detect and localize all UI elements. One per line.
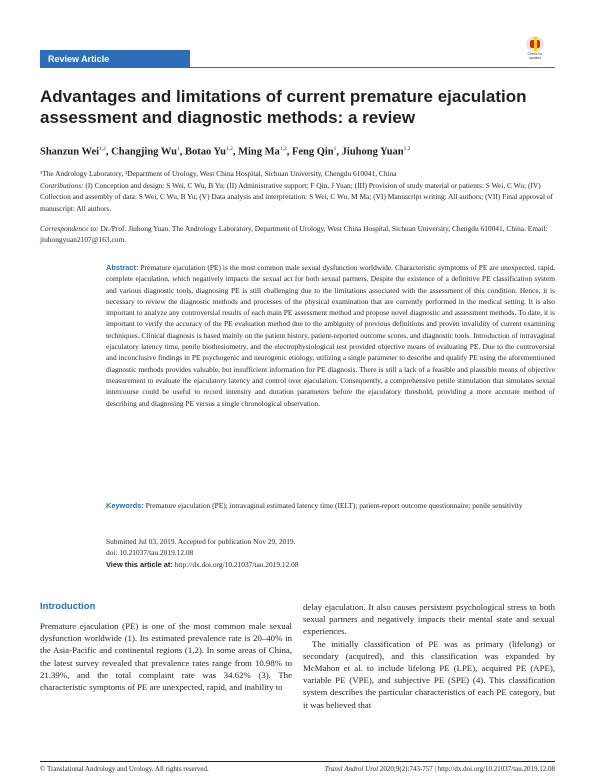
author-list: Shanzun Wei$^{1,2}$, Changjing Wu$^1$, Botao Yu$^{1,2}$, Ming Ma$^{1,2}$, Feng Qin$^1$, Jiuhong Yuan$^{1,2}$ [40,146,411,158]
author-affiliation-mark: 1,2 [99,146,106,152]
contributions [40,180,555,214]
affiliation: ¹The Andrology Laboratory, ²Department of Urology, West China Hospital, Sichuan University, Chengdu 610041, China [40,169,397,178]
correspondence-text: Dr./Prof. Jiuhong Yuan. The Andrology Laboratory, Department of Urology, West China Hospital, Sichuan University, Chengdu 610041, China. Email: jiuhongyuan2107@163.com. [40,224,548,245]
crossmark-caption: Check for updates [527,52,543,60]
intro-left-column [40,620,292,693]
submission-info [106,536,299,570]
view-article-link[interactable]: http://dx.doi.org/10.21037/tau.2019.12.08 [172,559,299,569]
footer-citation [325,765,555,773]
footer-citation-text: 2020;9(2):743-757 | http://dx.doi.org/10.21037/tau.2019.12.08 [378,765,555,773]
author-name: Ming Ma [238,146,280,158]
article-title: Advantages and limitations of current premature ejaculation assessment and diagnostic methods: a review [40,87,527,127]
footer-journal: Transl Androl Urol [324,765,379,773]
view-article-line [106,559,299,570]
article-type-label: Review Article [48,54,110,64]
abstract [106,262,555,409]
author-affiliation-mark: 1,2 [403,146,411,152]
crossmark-badge[interactable] [525,36,545,62]
author-name: Feng Qin [291,146,334,158]
introduction-heading: Introduction [40,601,96,612]
contributions-text: (I) Conception and design: S Wei, C Wu, B Yu; (II) Administrative support: F Qin, J Yuan; (III) Provision of study material or patients: S Wei, C Wu; (IV) Collection and assembly of data: S Wei, C Wu, B Yu; (V) Data analysis and interpretation: S Wei, C Wu, M Ma; (VI) Manuscript writing: All authors; (VII) Final approval of manuscript: All authors. [40,181,554,213]
keywords-text: Premature ejaculation (PE); intravaginal estimated latency time (IELT); patient-report outcome questionnaire; penile sensitivity [143,501,523,510]
author-affiliation-mark: 1 [177,146,180,152]
correspondence [40,223,555,246]
abstract-label: Abstract: [106,263,139,272]
intro-right-column [303,601,555,711]
footer-rule [40,761,555,762]
header-rule [190,67,555,68]
footer-copyright: © Translational Andrology and Urology. All rights reserved. [40,765,209,773]
doi: doi: 10.21037/tau.2019.12.08 [106,548,194,558]
submission-dates: Submitted Jul 03, 2019. Accepted for publication Nov 29, 2019. [106,537,296,546]
author-name: Shanzun Wei [40,146,100,158]
intro-paragraph: delay ejaculation. It also causes persistent psychological stress to both sexual partners and negatively impacts their mental state and sexual experiences. [303,602,555,637]
author-name: Changjing Wu [111,146,178,158]
view-article-label: View this article at: [106,559,173,569]
author-name: Jiuhong Yuan [341,146,404,158]
keywords-label: Keywords: [106,501,144,510]
author-affiliation-mark: 1,2 [225,146,233,152]
author-affiliation-mark: 1 [333,146,337,152]
author-name: Botao Yu [185,146,226,158]
author-affiliation-mark: 1,2 [279,146,287,152]
intro-paragraph: The initially classification of PE was as primary (lifelong) or secondary (acquired), and this classification was expanded by McMahon et al. to include lifelong PE (LPE), acquired PE (APE), variable PE (VPE), and subjective PE (SPE) (4). This classification system describes the particular characteristics of each PE category, but it was believed that [303,638,555,710]
article-type-tag [40,50,190,68]
contributions-label: Contributions: [40,181,84,190]
crossmark-icon [526,36,544,52]
intro-paragraph: Premature ejaculation (PE) is one of the most common male sexual dysfunction worldwide (1). Its estimated prevalence rate is 20–40% in the Asia-Pacific and continental regions (1,2). In some areas of China, the latest survey revealed that prevalence rates range from 10.98% to 21.39%, and the total complaint rate was 34.62% (3). The characteristic symptoms of PE are unexpected, rapid, and inability to [40,621,292,693]
keywords [106,500,555,511]
correspondence-label: Correspondence to: [40,224,99,233]
abstract-text: Premature ejaculation (PE) is the most common male sexual dysfunction worldwide. Characteristic symptoms of PE are unexpected, rapid, complete ejaculation, which negatively impacts the sexual act for both sexual partners. Despite the existence of a definitive PE classification system and various diagnostic tools, diagnosing PE is still challenging due to the limitations associated with the assessment of this condition. Hence, it is necessary to review the diagnostic methods and processes of the physical examination that are currently performed in the medical setting. It is also important to analyze any controversial results of each main PE assessment method and propose novel diagnostic and assessment methods. To date, it is important to verify the accuracy of the PE evaluation method due to the ambiguity of previous definitions and proven invalidity of current examining techniques. Clinical diagnosis is based mainly on the patient history, patient-reported outcome scores, and diagnostic tools. Introduction of intravaginal ejaculatory latency time, penile biothesiometry, and the electrophysiological test provided objective means of evaluating PE. Due to the controversial and inconclusive findings in PE psychogenic and neurogenic etiology, utilizing a single parameter to describe and qualify PE using the aforementioned diagnostic methods provides valuable, but insufficient information for PE diagnosis. There is still a lack of a feasible and plausible means of objective measurement to evaluate the ejaculatory latency and control over ejaculation. Consequently, a comprehensive penile stimulation that simulates sexual intercourse could be useful to record intensity and duration parameters before the ejaculatory threshold, providing a more accurate method of describing and diagnosing PE versus a single chronological observation. [106,263,555,408]
